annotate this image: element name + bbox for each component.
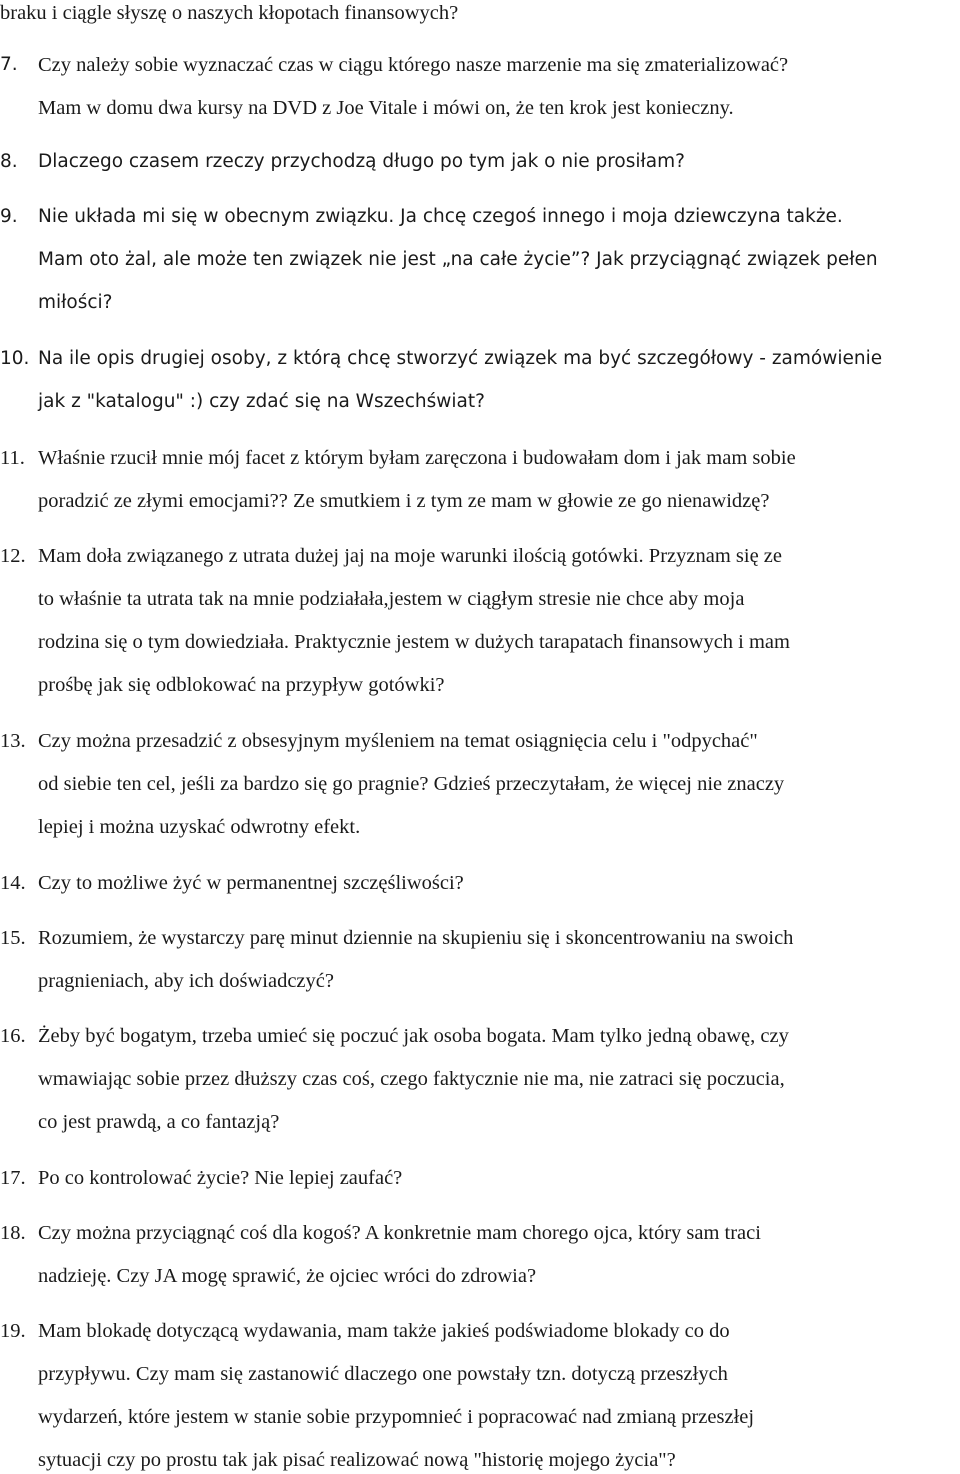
- item-line: Dlaczego czasem rzeczy przychodzą długo po tym jak o nie prosiłam?: [38, 151, 685, 172]
- item-number: 14.: [0, 872, 26, 894]
- item-line: Na ile opis drugiej osoby, z którą chcę stworzyć związek ma być szczegółowy - zamówienie: [38, 348, 883, 369]
- intro-line: braku i ciągle słyszę o naszych kłopotach finansowych?: [0, 2, 459, 24]
- item-line: rodzina się o tym dowiedziała. Praktycznie jestem w dużych tarapatach finansowych i mam: [38, 631, 790, 653]
- item-line: prośbę jak się odblokować na przypływ gotówki?: [38, 674, 445, 696]
- item-line: poradzić ze złymi emocjami?? Ze smutkiem i z tym ze mam w głowie ze go nienawidzę?: [38, 490, 770, 512]
- item-number: 7.: [0, 54, 18, 75]
- item-line: Mam doła związanego z utrata dużej jaj na moje warunki ilością gotówki. Przyznam się ze: [38, 545, 782, 567]
- item-line: Po co kontrolować życie? Nie lepiej zaufać?: [38, 1167, 403, 1189]
- item-number: 17.: [0, 1167, 26, 1189]
- item-line: sytuacji czy po prostu tak jak pisać realizować nową "historię mojego życia"?: [38, 1449, 676, 1471]
- item-number: 11.: [0, 447, 25, 469]
- item-line: Mam oto żal, ale może ten związek nie jest „na całe życie”? Jak przyciągnąć związek pełen: [38, 249, 878, 270]
- item-line: od siebie ten cel, jeśli za bardzo się go pragnie? Gdzieś przeczytałam, że więcej nie znaczy: [38, 773, 785, 795]
- item-line: co jest prawdą, a co fantazją?: [38, 1111, 280, 1133]
- item-line: pragnieniach, aby ich doświadczyć?: [38, 970, 334, 992]
- item-line: Nie układa mi się w obecnym związku. Ja chcę czegoś innego i moja dziewczyna także.: [38, 206, 843, 227]
- item-number: 13.: [0, 730, 26, 752]
- item-line: Czy można przesadzić z obsesyjnym myśleniem na temat osiągnięcia celu i "odpychać": [38, 730, 758, 752]
- item-line: Żeby być bogatym, trzeba umieć się poczuć jak osoba bogata. Mam tylko jedną obawę, czy: [38, 1025, 789, 1047]
- item-line: wydarzeń, które jestem w stanie sobie przypomnieć i popracować nad zmianą przeszłej: [38, 1406, 755, 1428]
- item-line: miłości?: [38, 292, 113, 313]
- item-line: Właśnie rzucił mnie mój facet z którym byłam zaręczona i budowałam dom i jak mam sobie: [38, 447, 796, 469]
- item-line: Czy to możliwe żyć w permanentnej szczęśliwości?: [38, 872, 464, 894]
- item-line: jak z "katalogu" :) czy zdać się na Wszechświat?: [38, 391, 485, 412]
- item-line: Mam blokadę dotyczącą wydawania, mam także jakieś podświadome blokady co do: [38, 1320, 730, 1342]
- item-line: Mam w domu dwa kursy na DVD z Joe Vitale i mówi on, że ten krok jest konieczny.: [38, 97, 734, 119]
- item-number: 19.: [0, 1320, 26, 1342]
- item-line: lepiej i można uzyskać odwrotny efekt.: [38, 816, 361, 838]
- item-line: przypływu. Czy mam się zastanowić dlaczego one powstały tzn. dotyczą przeszłych: [38, 1363, 728, 1385]
- item-line: Czy należy sobie wyznaczać czas w ciągu którego nasze marzenie ma się zmaterializować?: [38, 54, 789, 76]
- item-number: 10.: [0, 348, 30, 369]
- item-line: wmawiając sobie przez dłuższy czas coś, czego faktycznie nie ma, nie zatraci się poczucia,: [38, 1068, 785, 1090]
- item-number: 9.: [0, 206, 18, 227]
- item-number: 15.: [0, 927, 26, 949]
- item-line: Rozumiem, że wystarczy parę minut dziennie na skupieniu się i skoncentrowaniu na swoich: [38, 927, 794, 949]
- item-line: Czy można przyciągnąć coś dla kogoś? A konkretnie mam chorego ojca, który sam traci: [38, 1222, 761, 1244]
- item-line: to właśnie ta utrata tak na mnie podziałała,jestem w ciągłym stresie nie chce aby moja: [38, 588, 745, 610]
- item-number: 12.: [0, 545, 26, 567]
- item-number: 16.: [0, 1025, 26, 1047]
- item-line: nadzieję. Czy JA mogę sprawić, że ojciec wróci do zdrowia?: [38, 1265, 537, 1287]
- item-number: 8.: [0, 151, 18, 172]
- item-number: 18.: [0, 1222, 26, 1244]
